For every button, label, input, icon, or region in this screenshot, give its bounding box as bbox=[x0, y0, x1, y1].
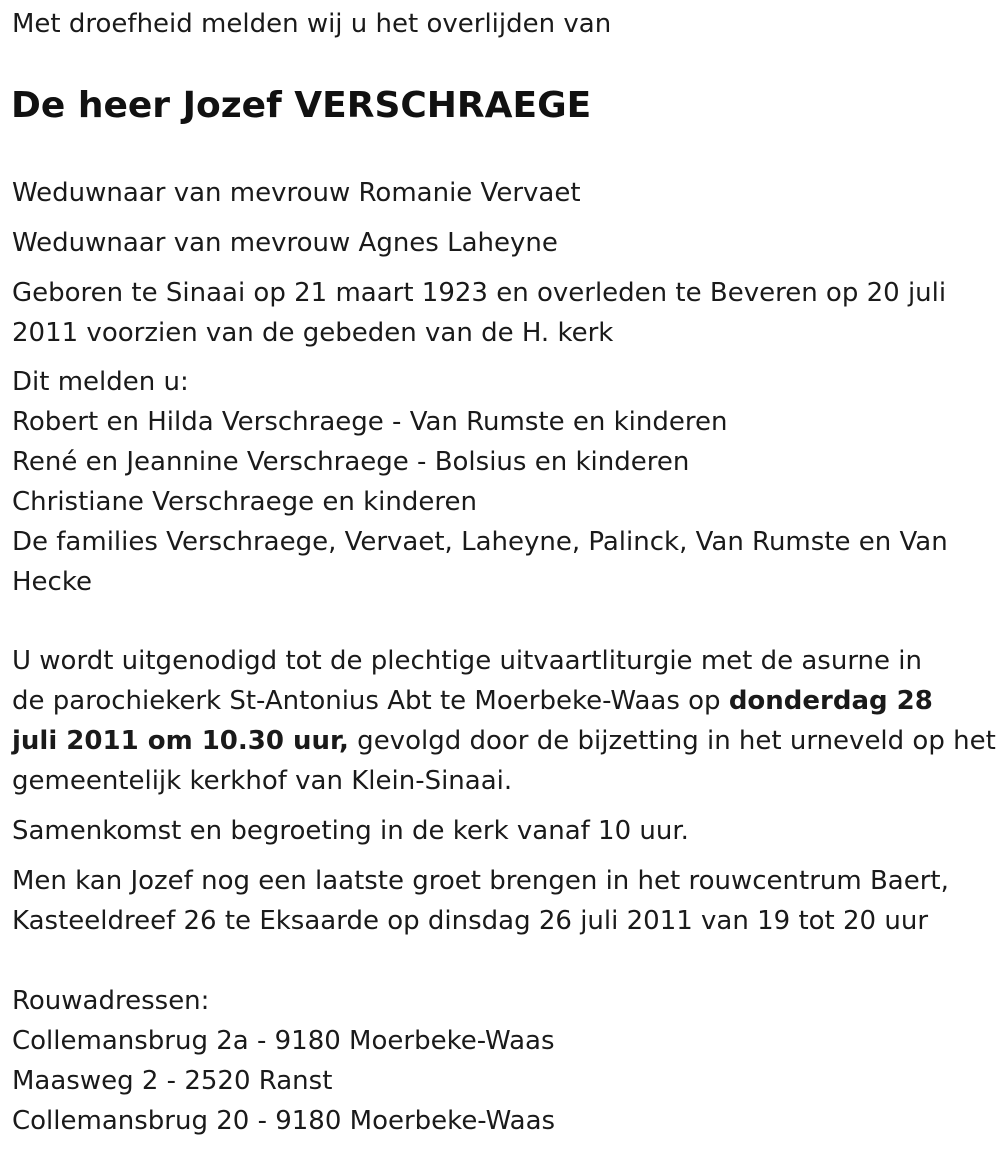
widower-line: Weduwnaar van mevrouw Agnes Laheyne bbox=[12, 228, 558, 258]
invite-text: de parochiekerk St-Antonius Abt te Moerbeke-Waas op bbox=[12, 686, 729, 716]
addresses-section bbox=[12, 981, 982, 1141]
family-heading: Dit melden u: bbox=[12, 367, 189, 397]
widower-line: Weduwnaar van mevrouw Romanie Vervaet bbox=[12, 178, 581, 208]
family-member: Christiane Verschraege en kinderen bbox=[12, 487, 477, 517]
family-member: René en Jeannine Verschraege - Bolsius en kinderen bbox=[12, 447, 690, 477]
farewell-section bbox=[12, 861, 982, 941]
invite-line bbox=[12, 721, 996, 761]
invite-date-bold: donderdag 28 bbox=[728, 686, 933, 716]
address-line: Collemansbrug 20 - 9180 Moerbeke-Waas bbox=[12, 1106, 556, 1136]
birth-death-section bbox=[12, 273, 982, 353]
gathering-section bbox=[12, 811, 982, 851]
widower-section-2 bbox=[12, 223, 982, 263]
family-member: Hecke bbox=[12, 567, 92, 597]
invite-line bbox=[12, 681, 982, 721]
birth-death-line: 2011 voorzien van de gebeden van de H. kerk bbox=[12, 318, 614, 348]
family-member: Robert en Hilda Verschraege - Van Rumste en kinderen bbox=[12, 407, 728, 437]
deceased-name: De heer Jozef VERSCHRAEGE bbox=[11, 85, 592, 126]
invite-text: gevolgd door de bijzetting in het urneveld op het bbox=[348, 726, 996, 756]
intro-text: Met droefheid melden wij u het overlijden van bbox=[12, 9, 612, 39]
address-line: Maasweg 2 - 2520 Ranst bbox=[12, 1066, 333, 1096]
birth-death-line: Geboren te Sinaai op 21 maart 1923 en overleden te Beveren op 20 juli bbox=[12, 278, 947, 308]
invite-time-bold: juli 2011 om 10.30 uur, bbox=[12, 726, 349, 756]
addresses-heading: Rouwadressen: bbox=[12, 986, 210, 1016]
family-member: De families Verschraege, Vervaet, Laheyne, Palinck, Van Rumste en Van bbox=[12, 527, 948, 557]
address-line: Collemansbrug 2a - 9180 Moerbeke-Waas bbox=[12, 1026, 555, 1056]
funeral-invitation bbox=[12, 641, 996, 801]
widower-section bbox=[12, 173, 982, 213]
family-section bbox=[12, 362, 982, 602]
invite-line: U wordt uitgenodigd tot de plechtige uitvaartliturgie met de asurne in bbox=[12, 646, 922, 676]
invite-line: gemeentelijk kerkhof van Klein-Sinaai. bbox=[12, 766, 513, 796]
farewell-line: Men kan Jozef nog een laatste groet brengen in het rouwcentrum Baert, bbox=[12, 866, 949, 896]
farewell-line: Kasteeldreef 26 te Eksaarde op dinsdag 26 juli 2011 van 19 tot 20 uur bbox=[12, 906, 929, 936]
gathering-line: Samenkomst en begroeting in de kerk vanaf 10 uur. bbox=[12, 816, 689, 846]
